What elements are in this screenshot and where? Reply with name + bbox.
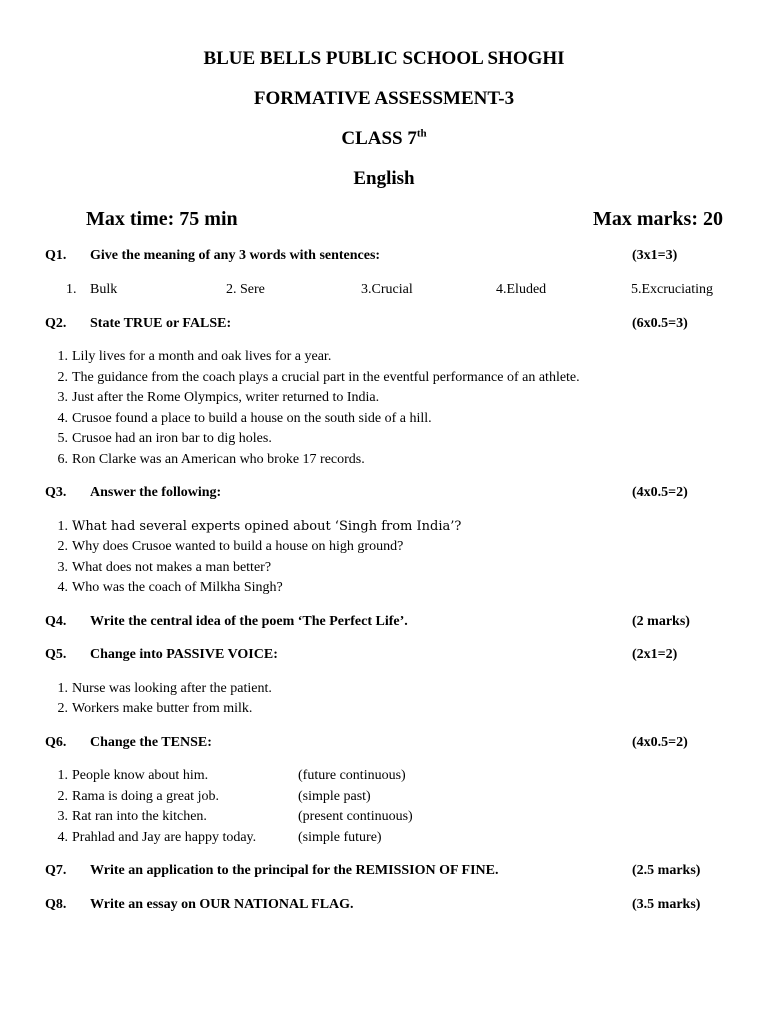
question-number: Q6. xyxy=(45,735,67,750)
question-marks: (2x1=2) xyxy=(632,647,678,662)
question-text: Write the central idea of the poem ‘The Perfect Life’. xyxy=(90,614,408,629)
tense-hint: (present continuous) xyxy=(298,809,413,824)
question-number: Q5. xyxy=(45,647,67,662)
question-6 xyxy=(0,735,768,755)
question-5 xyxy=(0,647,768,667)
question-2 xyxy=(0,316,768,336)
item-number: 3. xyxy=(57,560,68,575)
item-text: Nurse was looking after the patient. xyxy=(72,681,272,696)
tense-hint: (future continuous) xyxy=(298,768,406,783)
tense-hint: (simple past) xyxy=(298,789,371,804)
word-item: Bulk xyxy=(90,282,118,297)
item-text: The guidance from the coach plays a crucial part in the eventful performance of an athlete. xyxy=(72,370,580,385)
item-number: 4. xyxy=(57,830,68,845)
question-text: State TRUE or FALSE: xyxy=(90,316,232,331)
question-marks: (3.5 marks) xyxy=(632,897,701,912)
question-4 xyxy=(0,614,768,634)
class-title xyxy=(0,128,768,150)
item-text: What does not makes a man better? xyxy=(72,560,272,575)
question-3 xyxy=(0,485,768,505)
item-text: Ron Clarke was an American who broke 17 records. xyxy=(72,452,365,467)
question-marks: (3x1=3) xyxy=(632,248,678,263)
question-text: Write an application to the principal for the REMISSION OF FINE. xyxy=(90,863,499,878)
question-marks: (2 marks) xyxy=(632,614,690,629)
question-8 xyxy=(0,897,768,917)
word-item: 5.Excruciating xyxy=(631,282,714,297)
item-number: 2. xyxy=(57,789,68,804)
question-number: Q8. xyxy=(45,897,67,912)
item-text: Prahlad and Jay are happy today. xyxy=(72,830,257,845)
question-number: Q2. xyxy=(45,316,67,331)
item-number: 2. xyxy=(57,370,68,385)
question-marks: (4x0.5=2) xyxy=(632,485,688,500)
item-number: 1. xyxy=(57,681,68,696)
question-text: Answer the following: xyxy=(90,485,222,500)
item-number: 4. xyxy=(57,411,68,426)
subject-title: English xyxy=(353,168,415,189)
item-number: 1. xyxy=(57,519,68,534)
assessment-title: FORMATIVE ASSESSMENT-3 xyxy=(253,88,515,109)
question-text: Write an essay on OUR NATIONAL FLAG. xyxy=(90,897,354,912)
item-text: What had several experts opined about ‘Singh from India’? xyxy=(72,519,462,534)
item-text: Crusoe found a place to build a house on the south side of a hill. xyxy=(72,411,432,426)
question-number: Q1. xyxy=(45,248,67,263)
item-text: People know about him. xyxy=(72,768,209,783)
question-marks: (4x0.5=2) xyxy=(632,735,688,750)
item-text: Rama is doing a great job. xyxy=(72,789,219,804)
item-text: Just after the Rome Olympics, writer returned to India. xyxy=(72,390,380,405)
question-7 xyxy=(0,863,768,883)
question-1 xyxy=(0,248,768,268)
word-item: 4.Eluded xyxy=(496,282,547,297)
question-marks: (2.5 marks) xyxy=(632,863,701,878)
item-number: 3. xyxy=(57,390,68,405)
question-text: Change into PASSIVE VOICE: xyxy=(90,647,278,662)
item-text: Crusoe had an iron bar to dig holes. xyxy=(72,431,272,446)
item-text: Lily lives for a month and oak lives for a year. xyxy=(72,349,332,364)
question-number: Q7. xyxy=(45,863,67,878)
tense-hint: (simple future) xyxy=(298,830,382,845)
word-item: 2. Sere xyxy=(226,282,265,297)
class-superscript: th xyxy=(416,127,427,140)
item-number: 4. xyxy=(57,580,68,595)
item-text: Why does Crusoe wanted to build a house on high ground? xyxy=(72,539,404,554)
item-number: 2. xyxy=(57,539,68,554)
question-number: Q3. xyxy=(45,485,67,500)
item-number: 3. xyxy=(57,809,68,824)
item-number: 2. xyxy=(57,701,68,716)
question-text: Change the TENSE: xyxy=(90,735,212,750)
item-text: Who was the coach of Milkha Singh? xyxy=(72,580,283,595)
question-marks: (6x0.5=3) xyxy=(632,316,688,331)
word-item: 3.Crucial xyxy=(361,282,413,297)
class-label: CLASS 7 xyxy=(341,128,417,149)
school-name: BLUE BELLS PUBLIC SCHOOL SHOGHI xyxy=(203,48,565,69)
item-number: 5. xyxy=(57,431,68,446)
question-text: Give the meaning of any 3 words with sentences: xyxy=(90,248,381,263)
item-number: 6. xyxy=(57,452,68,467)
word-number: 1. xyxy=(66,282,77,297)
item-text: Workers make butter from milk. xyxy=(72,701,253,716)
item-number: 1. xyxy=(57,349,68,364)
item-text: Rat ran into the kitchen. xyxy=(72,809,207,824)
item-number: 1. xyxy=(57,768,68,783)
max-time: Max time: 75 min xyxy=(86,208,238,230)
max-marks: Max marks: 20 xyxy=(593,208,723,230)
question-number: Q4. xyxy=(45,614,67,629)
